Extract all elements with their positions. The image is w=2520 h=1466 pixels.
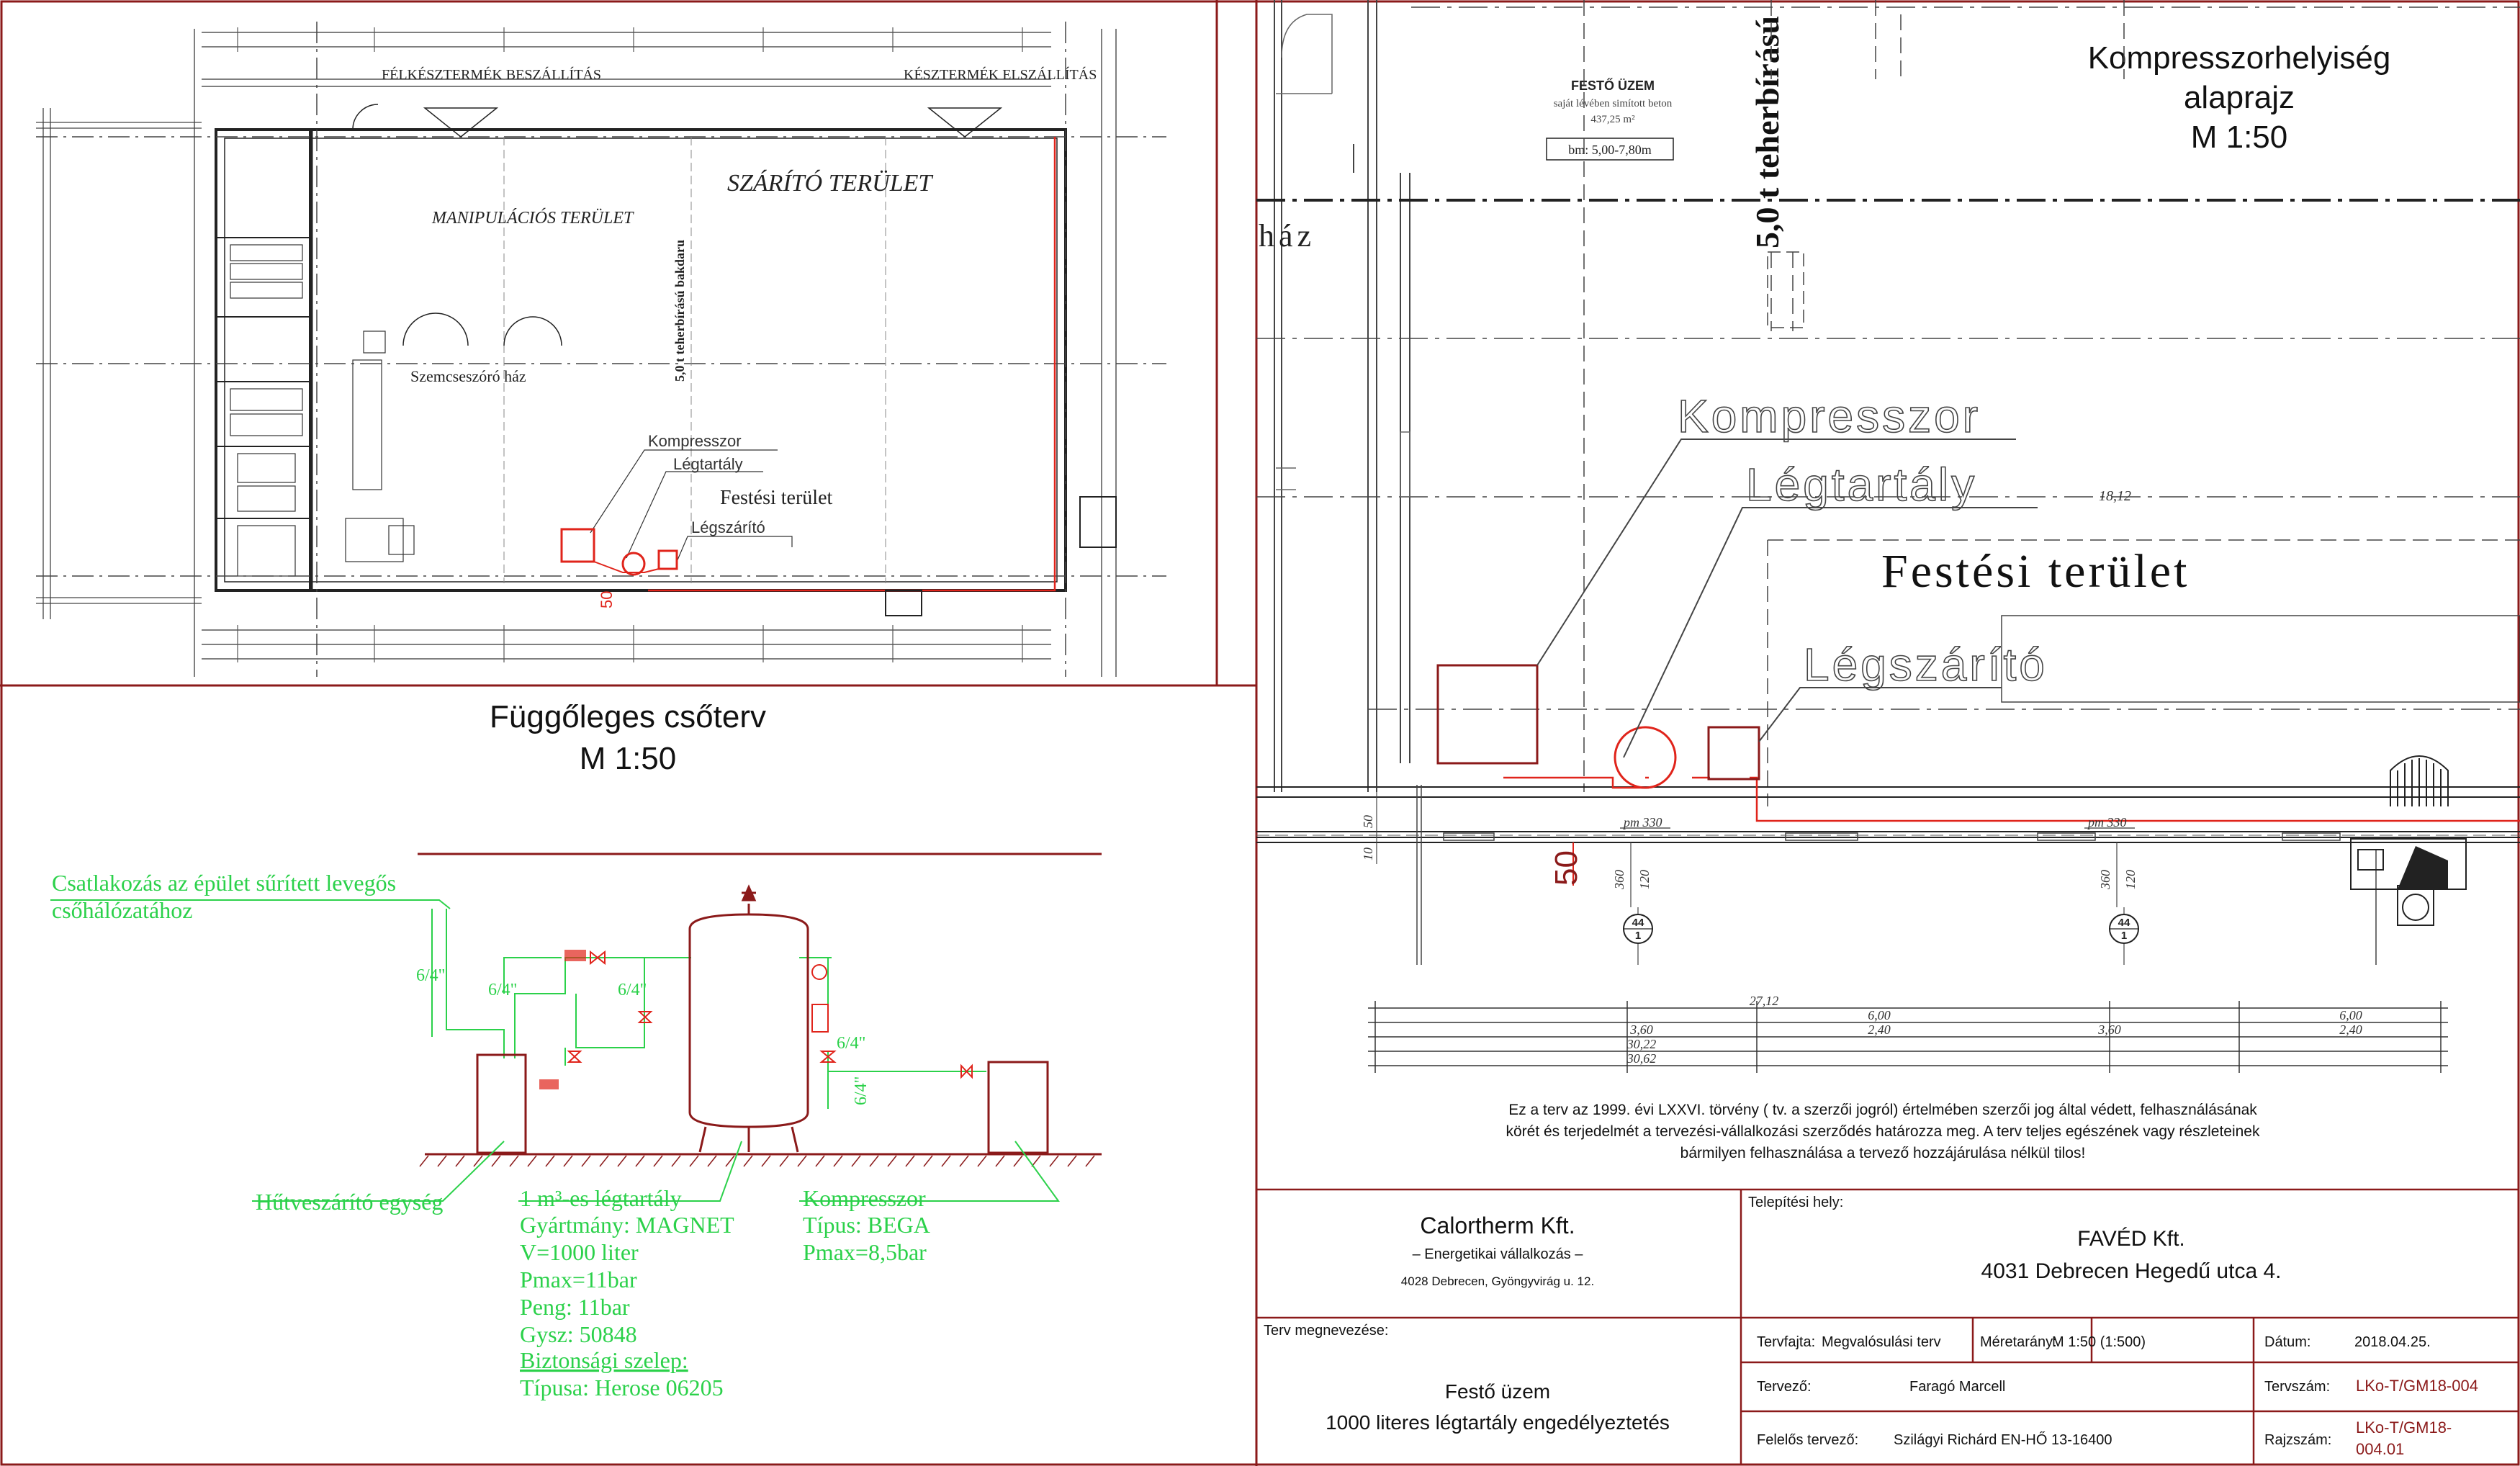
scale-label: Méretarány:	[1980, 1334, 2057, 1350]
tank-spec-7: Típusa: Herose 06205	[520, 1375, 724, 1400]
dim-2712: 27,12	[1749, 994, 1779, 1008]
festo-sub: saját lévében simított beton	[1553, 98, 1673, 109]
festo-uzem: FESTŐ ÜZEM	[1571, 78, 1655, 93]
drawing-no-value-1: LKo-T/GM18-	[2356, 1418, 2452, 1436]
label-daru-small: 5,0 t teherbírású bakdaru	[672, 239, 687, 382]
dim-50-red: 50	[1549, 850, 1584, 886]
dim-50-small: 50	[598, 590, 616, 608]
crane-vertical-text: 5,0 t teherbírású	[1749, 15, 1786, 248]
floor-plan-overview	[36, 22, 1166, 677]
plan-type-value: Megvalósulási terv	[1822, 1334, 1941, 1350]
copyright-line-3: bármilyen felhasználása a tervező hozzájárulása nélkül tilos!	[1680, 1145, 2086, 1161]
callout-legszarito: Légszárító	[1804, 639, 2048, 691]
drawing-no-label: Rajzszám:	[2264, 1432, 2332, 1448]
vertical-plan-scale: M 1:50	[579, 741, 677, 776]
pipe-size-3: 6/4"	[618, 981, 647, 999]
right-title-1: Kompresszorhelyiség	[2087, 40, 2391, 76]
callout-kompresszor-small: Kompresszor	[648, 432, 742, 450]
tank-spec-4: Peng: 11bar	[520, 1294, 630, 1320]
resp-label: Felelős tervező:	[1757, 1432, 1859, 1448]
haz-text: ház	[1259, 218, 1316, 253]
vertical-pipe-plan	[50, 699, 1102, 1400]
dim-600-a: 6,00	[1868, 1008, 1891, 1022]
compressor-spec-0: Kompresszor	[803, 1185, 926, 1211]
designer-label: Tervező:	[1757, 1379, 1812, 1395]
tank-spec-1: Gyártmány: MAGNET	[520, 1212, 734, 1238]
label-szarito: SZÁRÍTÓ TERÜLET	[727, 170, 932, 197]
copyright-line-2: körét és terjedelmét a tervezési-vállalkozási szerződés határozza meg. A terv teljes egészének vagy részleteinek	[1506, 1123, 2260, 1140]
resp-value: Szilágyi Richárd EN-HŐ 13-16400	[1894, 1432, 2112, 1448]
right-title-3: M 1:50	[2190, 120, 2288, 155]
dim-120-a: 120	[1637, 870, 1652, 889]
plan-no-label: Tervszám:	[2264, 1379, 2331, 1395]
plan-type-label: Tervfajta:	[1757, 1334, 1816, 1350]
dim-600-b: 6,00	[2339, 1008, 2362, 1022]
dim-3062: 30,62	[1626, 1051, 1657, 1066]
company-sub: – Energetikai vállalkozás –	[1412, 1246, 1583, 1262]
hutve-label: Hűtveszárító egység	[256, 1189, 444, 1215]
pm-330-a: pm 330	[1624, 815, 1662, 829]
label-festesi-small: Festési terület	[720, 487, 833, 509]
callout-kompresszor: Kompresszor	[1678, 390, 1981, 442]
dim-240-a: 2,40	[1868, 1022, 1891, 1037]
plan-no-value: LKo-T/GM18-004	[2356, 1377, 2478, 1395]
dim-360-a: 360	[1612, 870, 1626, 889]
plan-name-label: Terv megnevezése:	[1264, 1323, 1389, 1339]
label-manipulacios: MANIPULÁCIÓS TERÜLET	[432, 209, 634, 228]
pipe-size-4: 6/4"	[837, 1034, 866, 1053]
date-value: 2018.04.25.	[2354, 1334, 2431, 1350]
pipe-size-2: 6/4"	[488, 981, 518, 999]
tank-spec-5: Gysz: 50848	[520, 1321, 637, 1347]
scale-value: M 1:50 (1:500)	[2052, 1334, 2146, 1350]
company-name: Calortherm Kft.	[1420, 1213, 1575, 1238]
callout-legtartaly-small: Légtartály	[673, 455, 743, 473]
dim-360-d: 3,60	[2098, 1022, 2121, 1037]
dim-360-c: 3,60	[1630, 1022, 1653, 1037]
dim-1812: 18,12	[2099, 488, 2131, 504]
dim-50-small-r: 50	[1361, 815, 1375, 828]
festo-area: 437,25 m²	[1590, 114, 1635, 125]
axis-1-a: 1	[1634, 930, 1642, 942]
callout-legtartaly: Légtartály	[1746, 459, 1978, 511]
compressor-spec-2: Pmax=8,5bar	[803, 1239, 927, 1265]
tank-spec-0: 1 m³-es légtartály	[520, 1185, 682, 1211]
vertical-plan-title: Függőleges csőterv	[490, 699, 766, 734]
compressor-spec-1: Típus: BEGA	[803, 1212, 930, 1238]
pipe-size-1: 6/4"	[416, 966, 446, 985]
dim-360-b: 360	[2098, 870, 2112, 889]
title-block	[1256, 1190, 2519, 1465]
drawing-no-value-2: 004.01	[2356, 1440, 2405, 1458]
company-addr: 4028 Debrecen, Gyöngyvirág u. 12.	[1400, 1274, 1595, 1288]
site-label: Telepítési hely:	[1748, 1195, 1844, 1210]
label-kesz: KÉSZTERMÉK ELSZÁLLÍTÁS	[904, 67, 1097, 83]
copyright-line-1: Ez a terv az 1999. évi LXXVI. törvény ( tv. a szerzői jogról) értelmében szerzői jog által védett, felhasználásának	[1508, 1102, 2257, 1118]
dim-240-b: 2,40	[2339, 1022, 2362, 1037]
copyright-note	[1506, 1102, 2260, 1161]
dim-120-b: 120	[2123, 870, 2138, 889]
compressor-room-plan	[1256, 0, 2520, 1073]
tank-spec-6: Biztonsági szelep:	[520, 1347, 688, 1373]
label-felkesz: FÉLKÉSZTERMÉK BESZÁLLÍTÁS	[382, 67, 601, 83]
dim-10: 10	[1361, 847, 1375, 860]
label-szemcseszoro: Szemcseszóró ház	[410, 367, 526, 385]
pm-330-b: pm 330	[2088, 815, 2127, 829]
axis-44-b: 44	[2118, 917, 2130, 929]
dim-3022: 30,22	[1626, 1037, 1657, 1051]
right-title-2: alaprajz	[2183, 80, 2295, 115]
axis-44-a: 44	[1632, 917, 1644, 929]
tank-spec-3: Pmax=11bar	[520, 1267, 637, 1292]
site-name: FAVÉD Kft.	[2077, 1227, 2185, 1251]
height-box: bm: 5,00-7,80m	[1568, 143, 1652, 157]
callout-legszarito-small: Légszárító	[691, 518, 765, 536]
pipe-size-5: 6/4"	[852, 1076, 870, 1105]
designer-value: Faragó Marcell	[1909, 1379, 2006, 1395]
festesi-terulet: Festési terület	[1881, 545, 2190, 598]
tank-spec-2: V=1000 liter	[520, 1239, 639, 1265]
plan-name-1: Festő üzem	[1444, 1380, 1551, 1403]
connection-note-2: csőhálózatához	[52, 897, 193, 923]
site-addr: 4031 Debrecen Hegedű utca 4.	[1981, 1259, 2282, 1283]
connection-note-1: Csatlakozás az épület sűrített levegős	[52, 870, 397, 896]
axis-1-b: 1	[2120, 930, 2128, 942]
date-label: Dátum:	[2264, 1334, 2311, 1350]
plan-name-2: 1000 literes légtartály engedélyeztetés	[1326, 1411, 1670, 1434]
